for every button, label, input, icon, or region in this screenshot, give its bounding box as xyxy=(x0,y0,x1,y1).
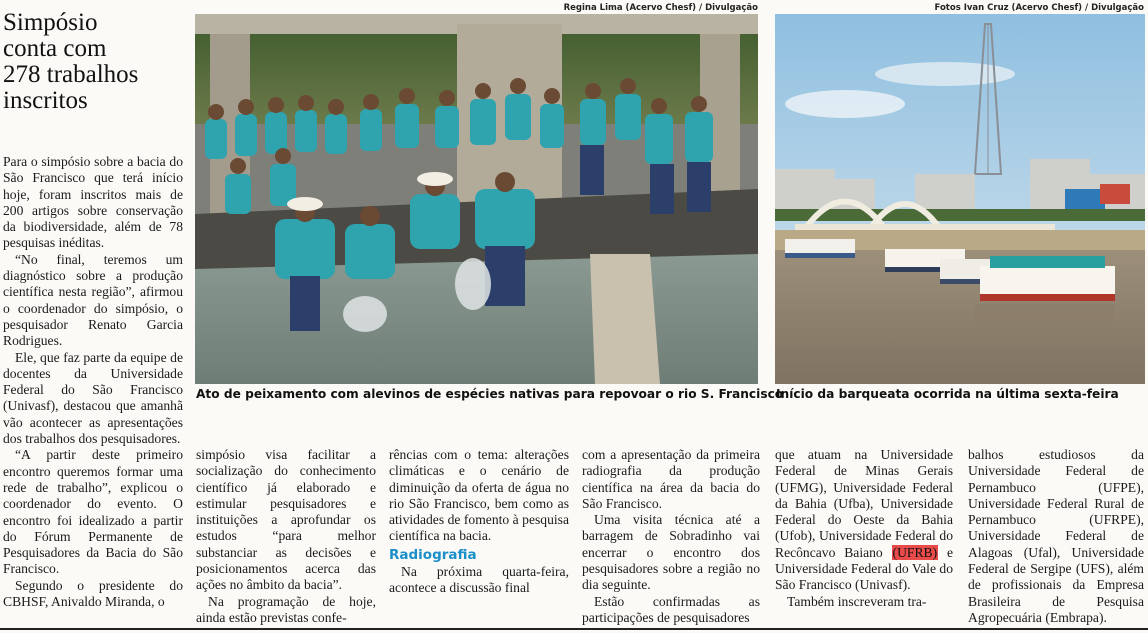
headline-line-1: Simpósio xyxy=(3,9,98,36)
column-4-paragraph-2: Uma visita técnica até a barragem de Sobradinho vai encerrar o encontro dos pesquisadores sobre a região no dia seguinte. xyxy=(582,512,760,593)
column-1-paragraph-4: “A partir deste primeiro encontro queremos formar uma rede de trabalho”, explicou o coordenador do evento. O encontro foi idealizado a partir do Fórum Permanente de Pesquisadores da Bacia do São Francisco. xyxy=(3,447,183,577)
column-1-paragraph-5: Segundo o presidente do CBHSF, Anivaldo Miranda, o xyxy=(3,577,183,610)
article-headline xyxy=(3,10,183,114)
headline-line-4: inscritos xyxy=(3,87,88,114)
column-5 xyxy=(775,447,953,610)
column-5-paragraph-2: Também inscreveram tra- xyxy=(787,593,927,609)
photo-2-credit: Fotos Ivan Cruz (Acervo Chesf) / Divulgação xyxy=(934,3,1144,13)
photo-2-caption: Início da barqueata ocorrida na última sexta-feira xyxy=(776,387,1119,401)
column-1-paragraph-1: Para o simpósio sobre a bacia do São Francisco que terá início hoje, foram inscritos mais de 200 artigos sobre conservação da biodiversidade, além de 78 pesquisas inéditas. xyxy=(3,154,183,251)
photo-boat-parade xyxy=(775,14,1145,384)
fish-stocking-illustration xyxy=(195,14,758,384)
column-1-paragraph-3: Ele, que faz parte da equipe de docentes da Universidade Federal do São Francisco (Univasf), destacou que amanhã vão acontecer as apresentações dos trabalhos dos pesquisadores. xyxy=(3,349,183,447)
bottom-rule xyxy=(0,628,1148,630)
column-3-paragraph-2: Na próxima quarta-feira, acontece a discussão final xyxy=(389,563,569,596)
column-5-text-after: e Universidade Federal do Vale do São Francisco (Univasf). xyxy=(775,544,953,593)
column-2-paragraph-2: Na programação de hoje, ainda estão previstas confe- xyxy=(196,593,376,625)
column-4-paragraph-3: Estão confirmadas as participações de pesquisadores xyxy=(582,593,760,625)
section-subhead: Radiografia xyxy=(389,546,477,563)
column-1-paragraph-2: “No final, teremos um diagnóstico sobre a produção científica nesta região”, afirmou o coordenador do simpósio, o pesquisador Renato Garcia Rodrigues. xyxy=(3,251,183,349)
column-5-text-before: que atuam na Universidade Federal de Minas Gerais (UFMG), Universidade Federal da Bahia (Ufba), Universidade Federal do Oeste da Bahia (Ufob), Universidade Federal do Recôncavo Baiano xyxy=(775,447,953,560)
column-3-paragraph-1: rências com o tema: alterações climáticas e o cenário de diminuição da oferta de água no rio São Francisco, bem como as atividades de fomento à pesquisa científica na bacia. xyxy=(389,447,569,544)
column-6 xyxy=(968,447,1144,626)
column-5-paragraph-1 xyxy=(775,447,953,594)
column-3 xyxy=(389,447,569,596)
column-1 xyxy=(3,154,183,610)
column-4-paragraph-1: com a apresentação da primeira radiografia da produção científica na área da bacia do São Francisco. xyxy=(582,447,760,511)
column-6-paragraph-1: balhos estudiosos da Universidade Federal de Pernambuco (UFPE), Universidade Federal Rural de Pernambuco (UFRPE), Universidade Federal de Alagoas (Ufal), Universidade Federal de Sergipe (UFS), além de profissionais da Empresa Brasileira de Pesquisa Agropecuária (Embrapa). xyxy=(968,447,1144,625)
headline-line-3: 278 trabalhos xyxy=(3,61,139,88)
photo-fish-stocking xyxy=(195,14,758,384)
column-4 xyxy=(582,447,760,626)
boat-parade-illustration xyxy=(775,14,1145,384)
column-2 xyxy=(196,447,376,626)
photo-1-credit: Regina Lima (Acervo Chesf) / Divulgação xyxy=(563,3,758,13)
column-2-paragraph-1: simpósio visa facilitar a socialização do conhecimento científico já elaborado e estimular pesquisadores e instituições a aprofundar os estudos “para melhor substanciar as decisões e posicionamentos acerca das ações no âmbito da bacia”. xyxy=(196,447,376,593)
photo-1-caption: Ato de peixamento com alevinos de espécies nativas para repovoar o rio S. Francisco xyxy=(196,387,784,401)
headline-line-2: conta com xyxy=(3,35,107,62)
highlighted-acronym: (UFRB) xyxy=(892,544,938,560)
